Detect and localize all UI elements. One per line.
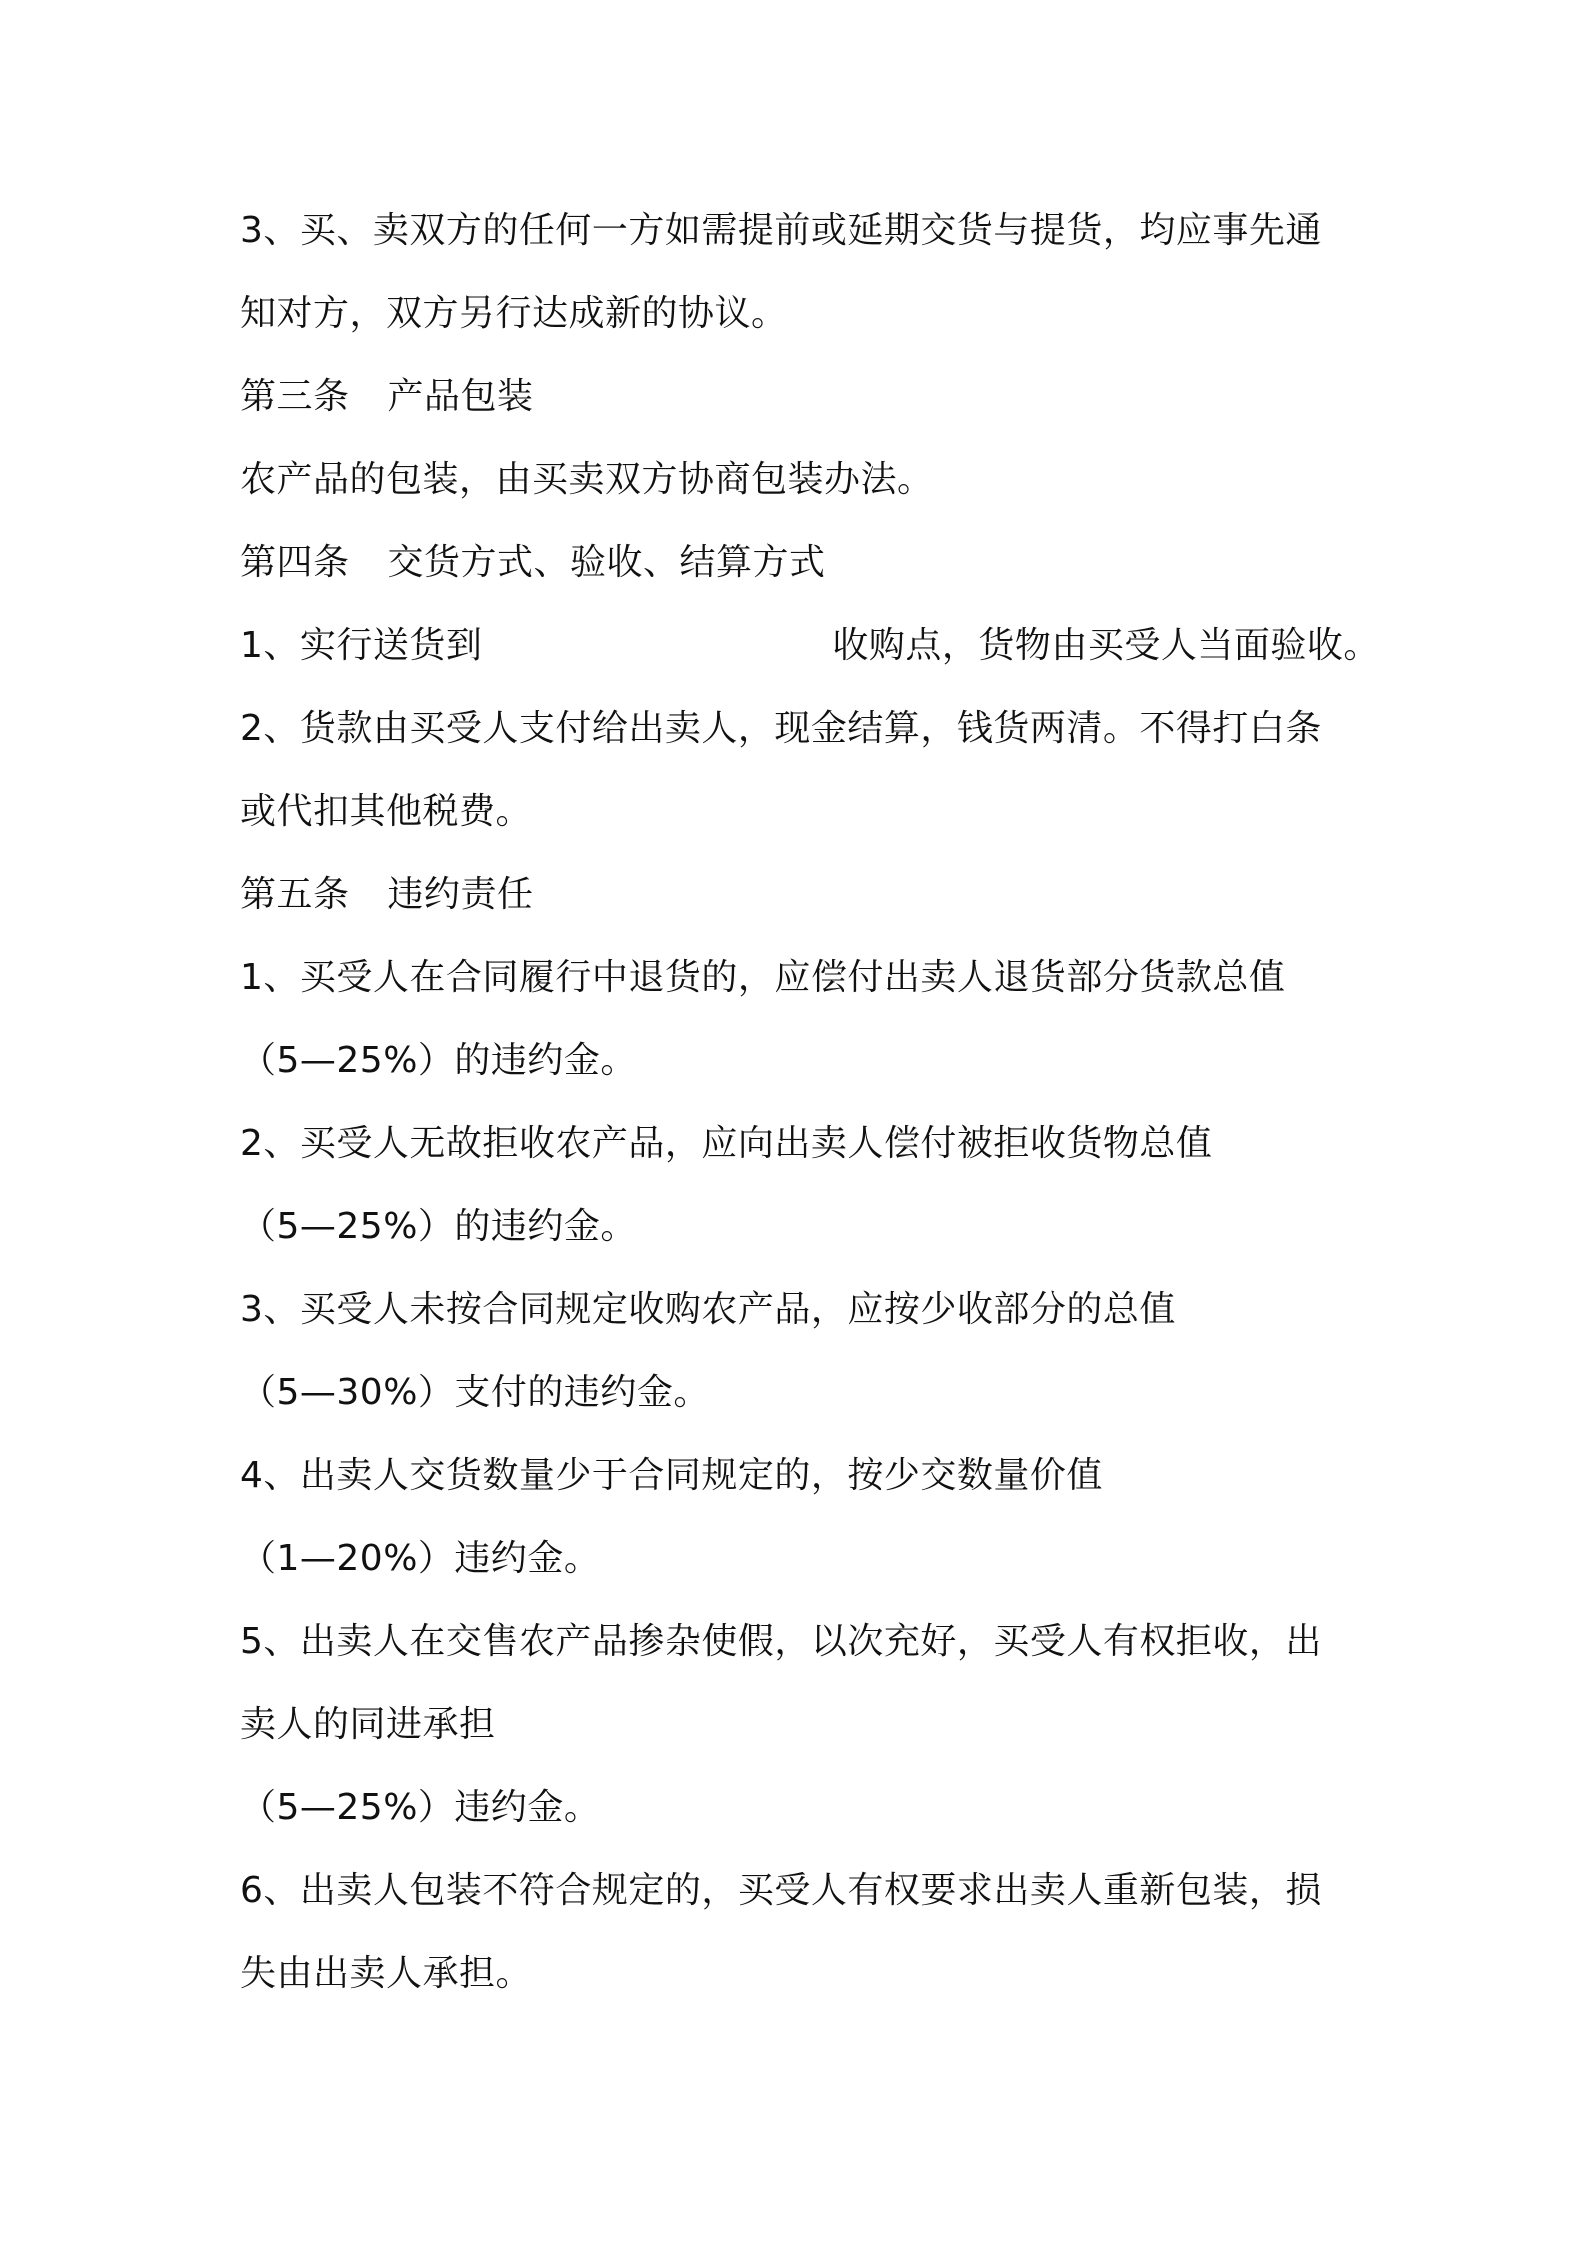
paragraph-line [240,621,1380,671]
paragraph-line: （1—20%）违约金。 [240,1538,601,1579]
paragraph-line: 卖人的同进承担 [240,1704,496,1745]
section-title: 产品包装 [387,376,534,417]
section-title: 交货方式、验收、结算方式 [387,542,826,583]
paragraph-line: （5—25%）违约金。 [240,1787,601,1828]
paragraph-line: 或代扣其他税费。 [240,791,533,832]
paragraph-line: 6、出卖人包装不符合规定的，买受人有权要求出卖人重新包装，损 [240,1870,1322,1911]
section-number: 第五条 [240,874,350,915]
paragraph-line: 农产品的包装，由买卖双方协商包装办法。 [240,459,934,500]
paragraph-line: 3、买受人未按合同规定收购农产品，应按少收部分的总值 [240,1289,1176,1330]
section-heading [240,538,1360,588]
paragraph-line: 1、买受人在合同履行中退货的，应偿付出卖人退货部分货款总值 [240,957,1286,998]
paragraph-line: 知对方，双方另行达成新的协议。 [240,293,788,334]
section-number: 第三条 [240,376,350,417]
paragraph-line: （5—25%）的违约金。 [240,1206,637,1247]
paragraph-line: 3、买、卖双方的任何一方如需提前或延期交货与提货，均应事先通 [240,210,1322,251]
section-title: 违约责任 [387,874,534,915]
paragraph-line: （5—25%）的违约金。 [240,1040,637,1081]
paragraph-line: 5、出卖人在交售农产品掺杂使假，以次充好，买受人有权拒收，出 [240,1621,1322,1662]
line-part: 收购点，货物由买受人当面验收。 [832,625,1380,666]
section-number: 第四条 [240,542,350,583]
paragraph-line: 失由出卖人承担。 [240,1953,533,1994]
line-part: 1、实行送货到 [240,625,483,666]
paragraph-line: 2、货款由买受人支付给出卖人，现金结算，钱货两清。不得打白条 [240,708,1322,749]
paragraph-line: 4、出卖人交货数量少于合同规定的，按少交数量价值 [240,1455,1103,1496]
paragraph-line: （5—30%）支付的违约金。 [240,1372,710,1413]
section-heading [240,372,1360,422]
paragraph-line: 2、买受人无故拒收农产品，应向出卖人偿付被拒收货物总值 [240,1123,1213,1164]
section-heading [240,870,1360,920]
